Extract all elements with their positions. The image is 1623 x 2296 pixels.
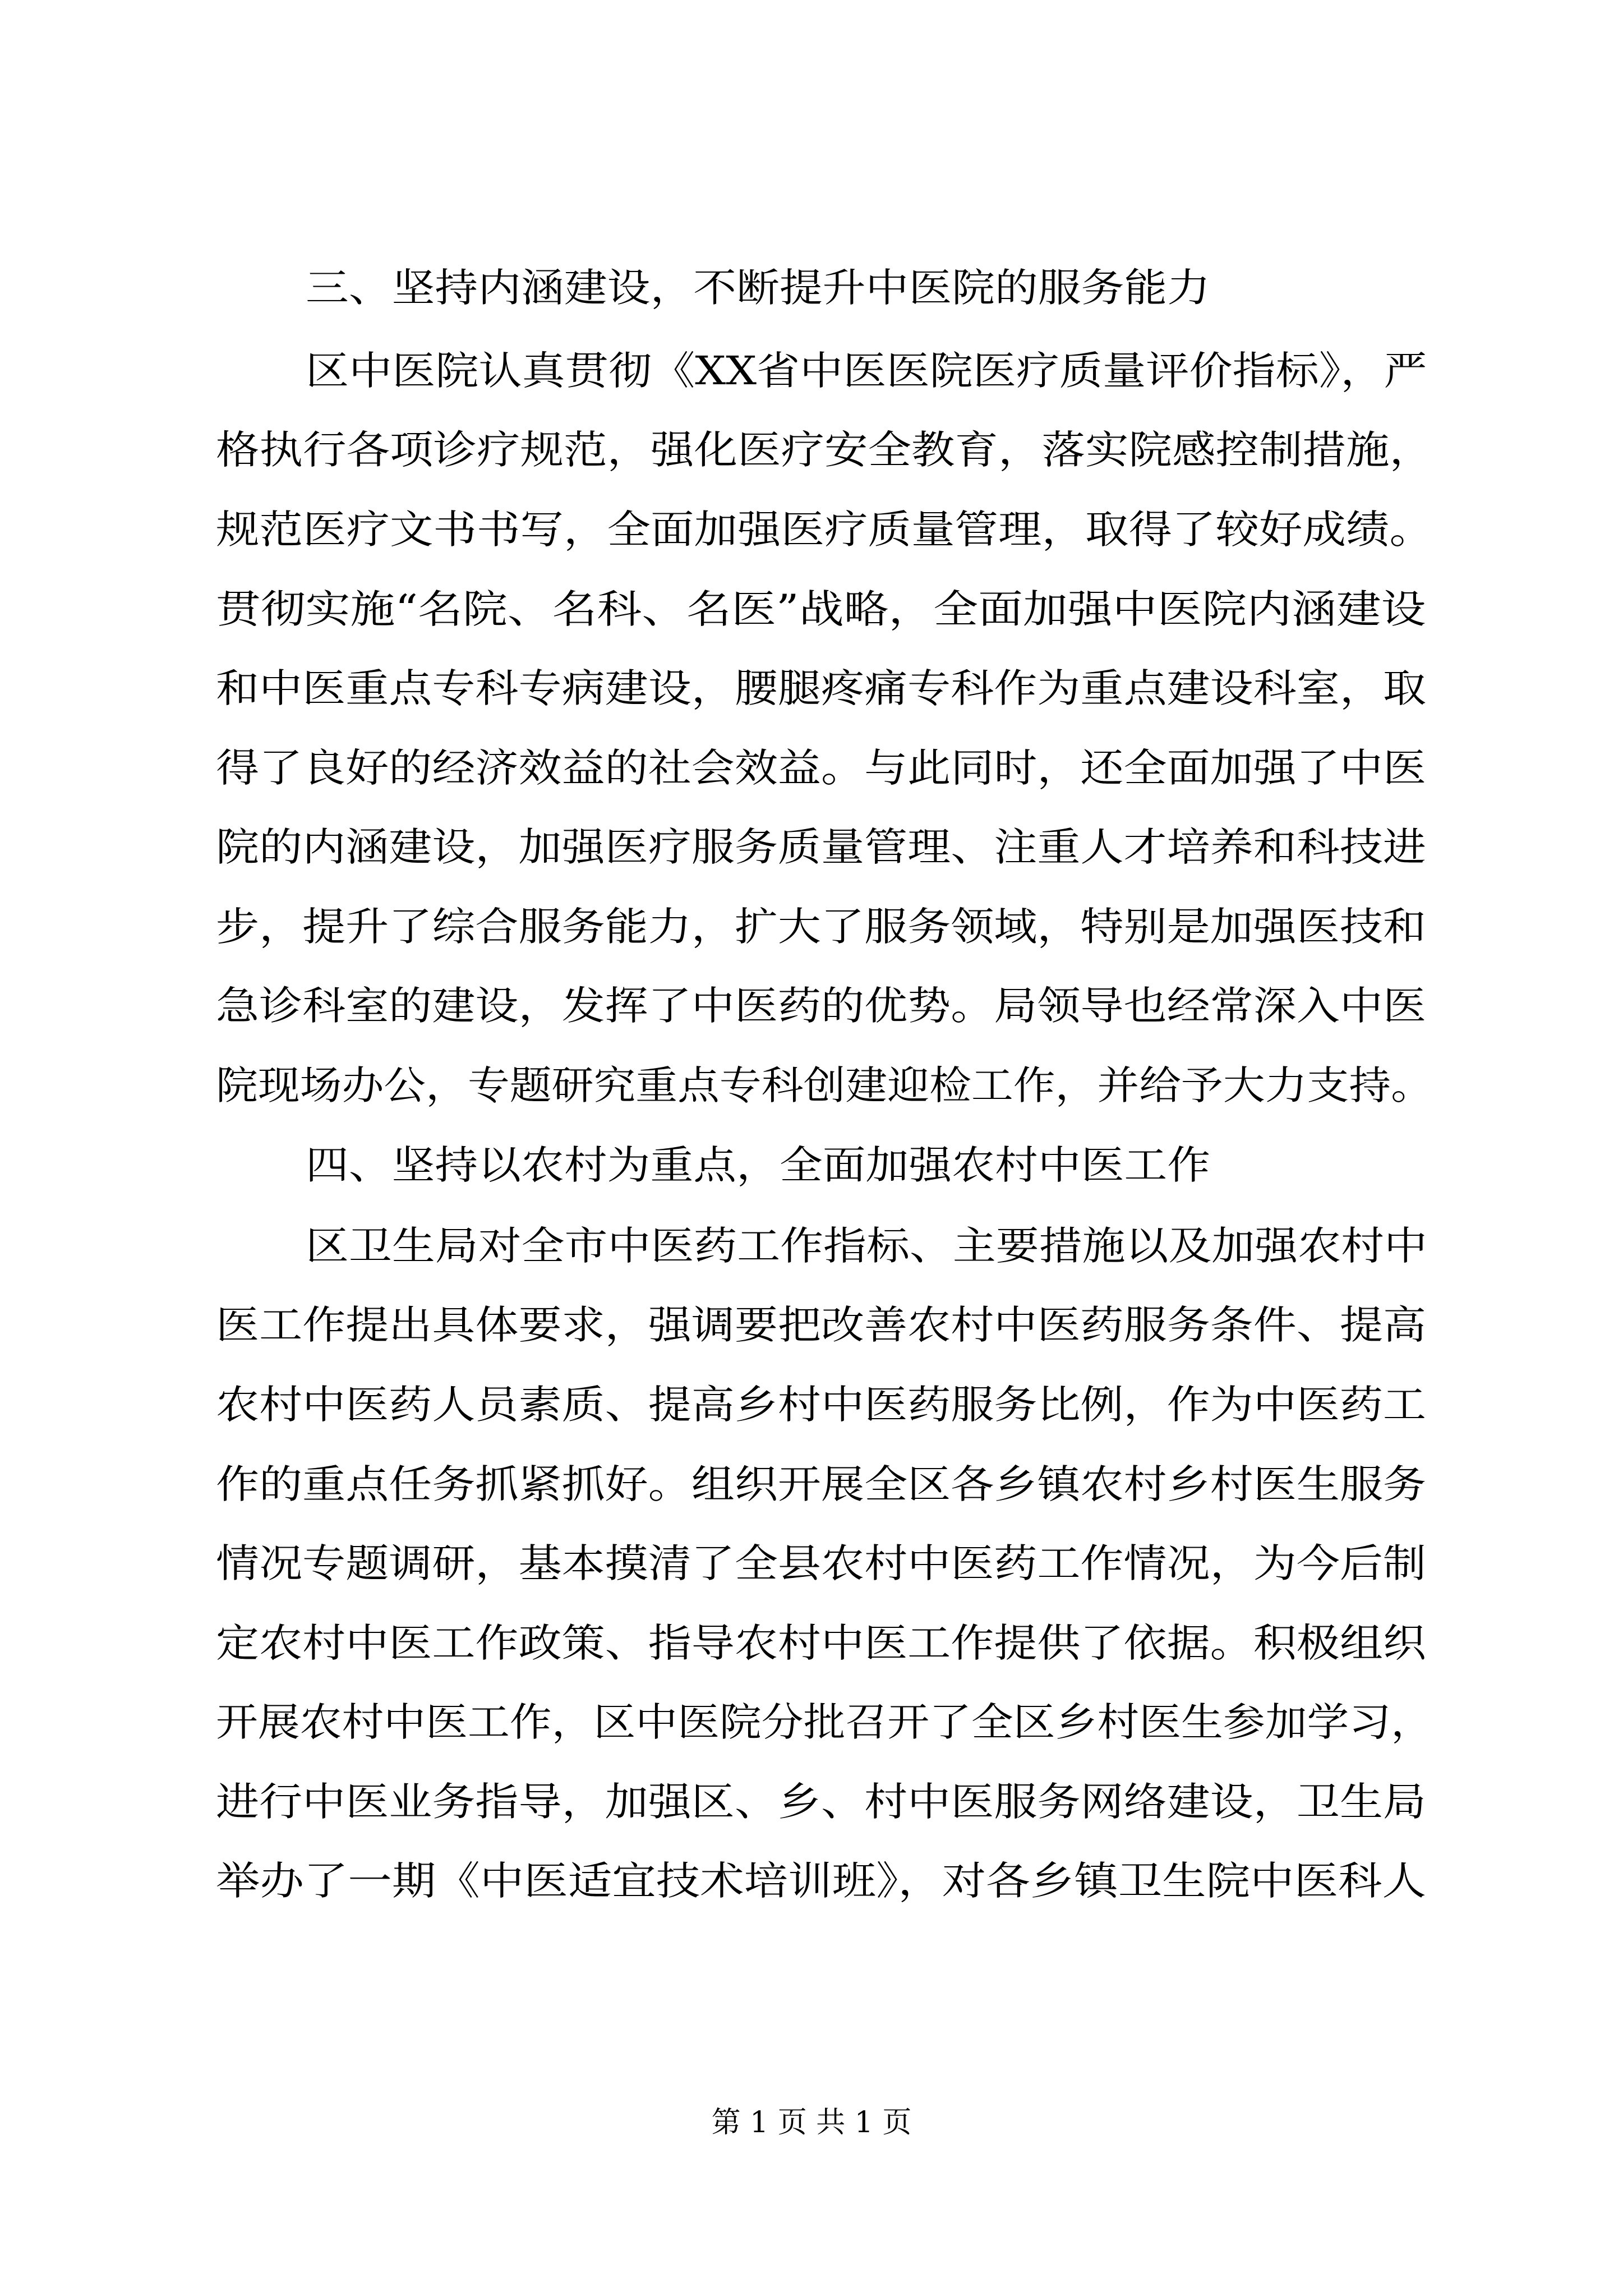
paragraph-line: 得了良好的经济效益的社会效益。与此同时，还全面加强了中医 bbox=[216, 745, 1426, 791]
paragraph-line: 步，提升了综合服务能力，扩大了服务领域，特别是加强医技和 bbox=[216, 904, 1426, 950]
paragraph-line: 急诊科室的建设，发挥了中医药的优势。局领导也经常深入中医 bbox=[216, 983, 1426, 1029]
paragraph-line: 医工作提出具体要求，强调要把改善农村中医药服务条件、提高 bbox=[216, 1302, 1426, 1348]
paragraph-line: 作的重点任务抓紧抓好。组织开展全区各乡镇农村乡村医生服务 bbox=[216, 1461, 1426, 1507]
paragraph-line: 定农村中医工作政策、指导农村中医工作提供了依据。积极组织 bbox=[216, 1620, 1426, 1666]
paragraph-line: 院的内涵建设，加强医疗服务质量管理、注重人才培养和科技进 bbox=[216, 824, 1426, 870]
paragraph-line: 区卫生局对全市中医药工作指标、主要措施以及加强农村中 bbox=[306, 1223, 1427, 1269]
paragraph-line: 规范医疗文书书写，全面加强医疗质量管理，取得了较好成绩。 bbox=[216, 507, 1433, 553]
section-heading-4: 四、坚持以农村为重点，全面加强农村中医工作 bbox=[306, 1142, 1210, 1188]
paragraph-line: 贯彻实施“名院、名科、名医”战略，全面加强中医院内涵建设 bbox=[216, 586, 1426, 632]
paragraph-line: 院现场办公，专题研究重点专科创建迎检工作，并给予大力支持。 bbox=[216, 1062, 1433, 1108]
paragraph-line: 进行中医业务指导，加强区、乡、村中医服务网络建设，卫生局 bbox=[216, 1779, 1426, 1825]
section-heading-3: 三、坚持内涵建设，不断提升中医院的服务能力 bbox=[306, 265, 1210, 311]
page-number-footer: 第 1 页 共 1 页 bbox=[711, 2106, 912, 2139]
paragraph-line: 农村中医药人员素质、提高乡村中医药服务比例，作为中医药工 bbox=[216, 1382, 1426, 1428]
paragraph-line: 开展农村中医工作，区中医院分批召开了全区乡村医生参加学习， bbox=[216, 1699, 1433, 1745]
paragraph-line: 举办了一期《中医适宜技术培训班》，对各乡镇卫生院中医科人 bbox=[216, 1858, 1426, 1904]
paragraph-line: 格执行各项诊疗规范，强化医疗安全教育，落实院感控制措施， bbox=[216, 427, 1433, 473]
paragraph-line: 情况专题调研，基本摸清了全县农村中医药工作情况，为今后制 bbox=[216, 1540, 1426, 1586]
paragraph-line: 区中医院认真贯彻《XX省中医医院医疗质量评价指标》，严 bbox=[306, 348, 1427, 394]
paragraph-line: 和中医重点专科专病建设，腰腿疼痛专科作为重点建设科室，取 bbox=[216, 665, 1426, 711]
